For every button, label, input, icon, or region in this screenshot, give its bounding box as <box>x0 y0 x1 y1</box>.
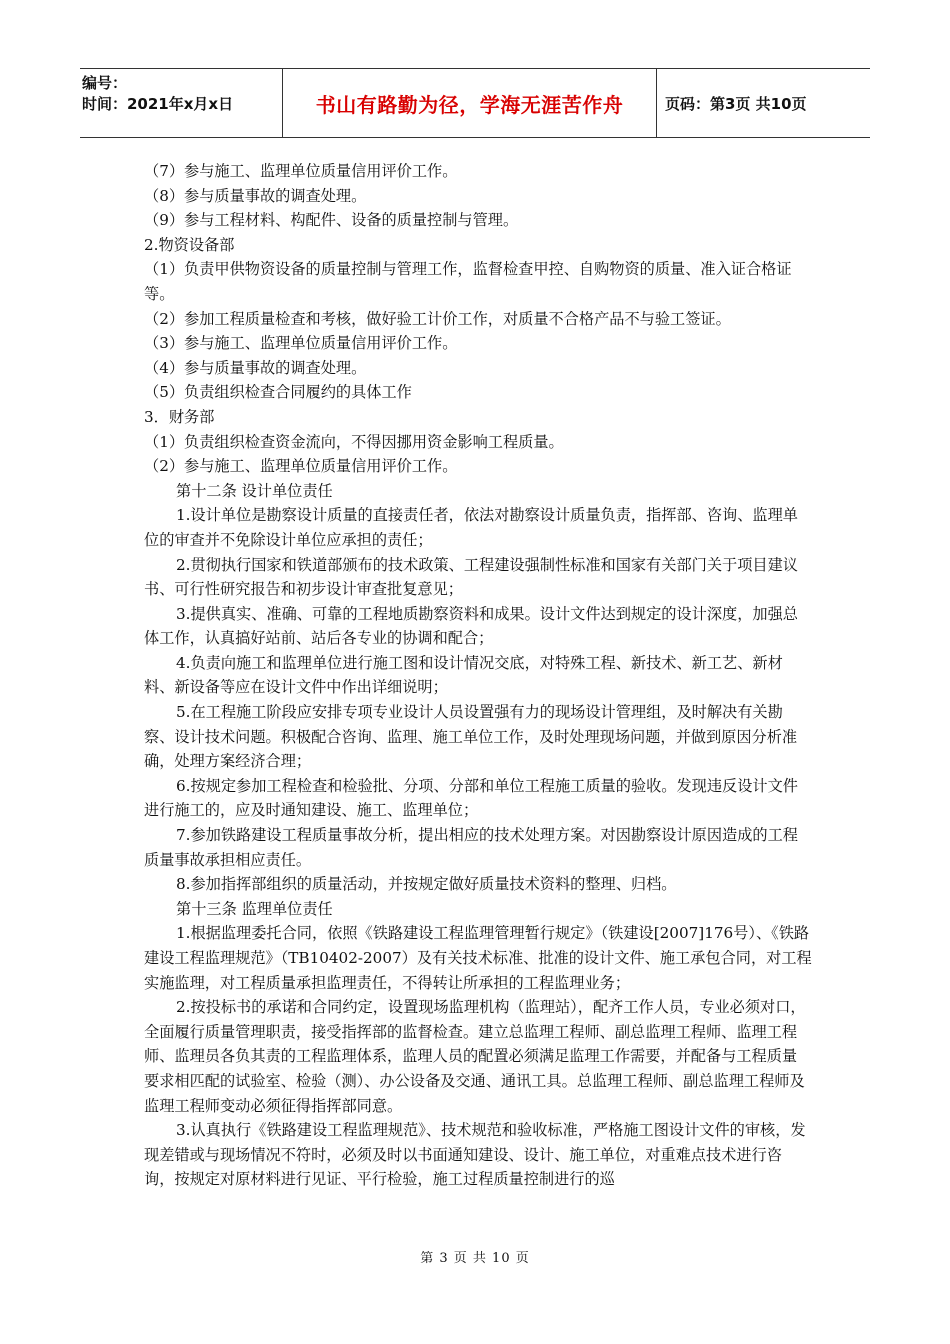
header-meta <box>80 69 283 137</box>
document-time-label: 时间：2021年x月x日 <box>82 95 234 113</box>
body-paragraph: 3．财务部 <box>144 407 215 426</box>
body-paragraph: （4）参与质量事故的调查处理。 <box>144 358 367 377</box>
body-paragraph: （1）负责甲供物资设备的质量控制与管理工作，监督检查甲控、自购物资的质量、准入证合格证等。 <box>144 260 792 303</box>
header-page-info: 页码：第3页 共10页 <box>665 94 807 113</box>
body-paragraph: 第十三条 监理单位责任 <box>176 899 333 918</box>
header-motto: 书山有路勤为径，学海无涯苦作舟 <box>315 92 624 117</box>
body-paragraph: 7.参加铁路建设工程质量事故分析，提出相应的技术处理方案。对因勘察设计原因造成的工程质量事故承担相应责任。 <box>144 826 798 869</box>
body-paragraph: 1.设计单位是勘察设计质量的直接责任者，依法对勘察设计质量负责，指挥部、咨询、监理单位的审查并不免除设计单位应承担的责任； <box>144 506 798 549</box>
body-paragraph: 5.在工程施工阶段应安排专项专业设计人员设置强有力的现场设计管理组，及时解决有关勘察、设计技术问题。积极配合咨询、监理、施工单位工作，及时处理现场问题，并做到原因分析准确，处理方案经济合理； <box>144 703 798 771</box>
body-paragraph: （2）参加工程质量检查和考核，做好验工计价工作，对质量不合格产品不与验工签证。 <box>144 309 731 328</box>
body-paragraph: （7）参与施工、监理单位质量信用评价工作。 <box>144 162 458 180</box>
document-number-label: 编号： <box>82 74 128 92</box>
page-footer: 第 3 页 共 10 页 <box>420 1251 530 1266</box>
body-paragraph: 2.物资设备部 <box>144 235 235 254</box>
body-paragraph: （5）负责组织检查合同履约的具体工作 <box>144 383 412 402</box>
header-motto-cell <box>283 69 657 137</box>
body-paragraph: 2.贯彻执行国家和铁道部颁布的技术政策、工程建设强制性标准和国家有关部门关于项目建议书、可行性研究报告和初步设计审查批复意见； <box>144 555 798 599</box>
document-body <box>144 159 812 1192</box>
body-paragraph: （1）负责组织检查资金流向，不得因挪用资金影响工程质量。 <box>144 432 564 451</box>
body-paragraph: 1.根据监理委托合同，依照《铁路建设工程监理管理暂行规定》（铁建设[2007]176号）、《铁路建设工程监理规范》（TB10402-2007）及有关技术标准、批准的设计文件、施工承包合同，对工程实施监理，对工程质量承担监理责任，不得转让所承担的工程监理业务； <box>144 924 812 992</box>
body-paragraph: 2.按投标书的承诺和合同约定，设置现场监理机构（监理站），配齐工作人员，专业必须对口，全面履行质量管理职责，接受指挥部的监督检查。建立总监理工程师、副总监理工程师、监理工程师、监理员各负其责的工程监理体系，监理人员的配置必须满足监理工作需要，并配备与工程质量要求相匹配的试验室、检验（测）、办公设备及交通、通讯工具。总监理工程师、副总监理工程师及监理工程师变动必须征得指挥部同意。 <box>144 998 806 1115</box>
body-paragraph: 4.负责向施工和监理单位进行施工图和设计情况交底，对特殊工程、新技术、新工艺、新材料、新设备等应在设计文件中作出详细说明； <box>144 653 783 697</box>
page-header <box>80 68 870 138</box>
body-paragraph: 3.提供真实、准确、可靠的工程地质勘察资料和成果。设计文件达到规定的设计深度，加强总体工作，认真搞好站前、站后各专业的协调和配合； <box>144 604 798 648</box>
body-paragraph: 8.参加指挥部组织的质量活动，并按规定做好质量技术资料的整理、归档。 <box>176 875 677 894</box>
body-paragraph: 6.按规定参加工程检查和检验批、分项、分部和单位工程施工质量的验收。发现违反设计文件进行施工的，应及时通知建设、施工、监理单位； <box>144 776 798 820</box>
body-paragraph: 3.认真执行《铁路建设工程监理规范》、技术规范和验收标准，严格施工图设计文件的审核，发现差错或与现场情况不符时，必须及时以书面通知建设、设计、施工单位，对重难点技术进行咨询，按规定对原材料进行见证、平行检验，施工过程质量控制进行的巡 <box>144 1121 806 1189</box>
body-paragraph: （8）参与质量事故的调查处理。 <box>144 186 367 205</box>
body-paragraph: 第十二条 设计单位责任 <box>176 481 333 500</box>
body-paragraph: （3）参与施工、监理单位质量信用评价工作。 <box>144 334 458 353</box>
body-paragraph: （2）参与施工、监理单位质量信用评价工作。 <box>144 457 458 476</box>
body-paragraph: （9）参与工程材料、构配件、设备的质量控制与管理。 <box>144 211 519 230</box>
